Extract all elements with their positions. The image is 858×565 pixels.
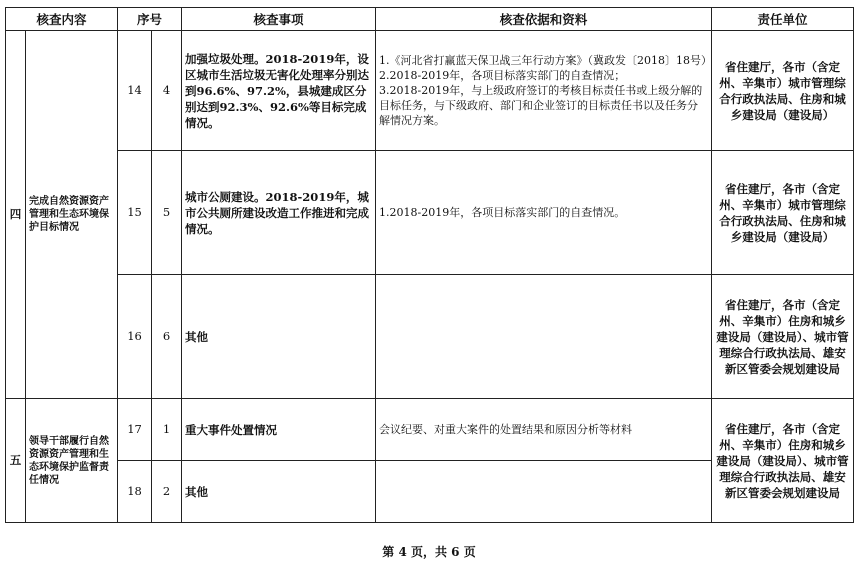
check-item: 重大事件处置情况: [182, 399, 376, 461]
header-unit: 责任单位: [712, 8, 854, 31]
sub-seq: 5: [152, 151, 182, 275]
section-title: 领导干部履行自然资源资产管理和生态环境保护监督责任情况: [26, 399, 118, 523]
global-seq: 15: [118, 151, 152, 275]
responsible-unit: 省住建厅，各市（含定州、辛集市）住房和城乡建设局（建设局）、城市管理综合行政执法局、雄安新区管委会规划建设局: [712, 275, 854, 399]
table-row: [6, 399, 854, 461]
sub-seq: 1: [152, 399, 182, 461]
sub-seq: 6: [152, 275, 182, 399]
global-seq: 17: [118, 399, 152, 461]
basis-line: 1.2018-2019年，各项目标落实部门的自查情况。: [379, 206, 626, 219]
table-row: [6, 31, 854, 151]
check-item: 加强垃圾处理。2018-2019年，设区城市生活垃圾无害化处理率分别达到96.6%、97.2%，县城建成区分别达到92.3%、92.6%等目标完成情况。: [182, 31, 376, 151]
inspection-table: [5, 7, 854, 523]
check-item: 城市公厕建设。2018-2019年，城市公共厕所建设改造工作推进和完成情况。: [182, 151, 376, 275]
check-item: 其他: [182, 461, 376, 523]
table-row: [6, 151, 854, 275]
global-seq: 18: [118, 461, 152, 523]
header-seq: 序号: [118, 8, 182, 31]
responsible-unit: 省住建厅，各市（含定州、辛集市）城市管理综合行政执法局、住房和城乡建设局（建设局）: [712, 31, 854, 151]
section-number: 四: [6, 31, 26, 399]
basis-cell: [376, 31, 712, 151]
header-basis: 核查依据和资料: [376, 8, 712, 31]
responsible-unit: 省住建厅，各市（含定州、辛集市）住房和城乡建设局（建设局）、城市管理综合行政执法局、雄安新区管委会规划建设局: [712, 399, 854, 523]
basis-cell: [376, 399, 712, 461]
header-item: 核查事项: [182, 8, 376, 31]
check-item: 其他: [182, 275, 376, 399]
sub-seq: 2: [152, 461, 182, 523]
responsible-unit: 省住建厅，各市（含定州、辛集市）城市管理综合行政执法局、住房和城乡建设局（建设局）: [712, 151, 854, 275]
header-content: 核查内容: [6, 8, 118, 31]
sub-seq: 4: [152, 31, 182, 151]
basis-cell: [376, 461, 712, 523]
page-footer: 第 4 页，共 6 页: [382, 545, 476, 559]
basis-line: 2.2018-2019年，各项目标落实部门的自查情况；: [379, 69, 626, 82]
section-title: 完成自然资源资产管理和生态环境保护目标情况: [26, 31, 118, 399]
header-row: [6, 8, 854, 31]
basis-cell: [376, 151, 712, 275]
section-number: 五: [6, 399, 26, 523]
basis-line: 1.《河北省打赢蓝天保卫战三年行动方案》（冀政发〔2018〕18号）: [379, 54, 713, 67]
global-seq: 16: [118, 275, 152, 399]
basis-cell: [376, 275, 712, 399]
basis-line: 会议纪要、对重大案件的处置结果和原因分析等材料: [379, 423, 633, 436]
table-row: [6, 275, 854, 399]
global-seq: 14: [118, 31, 152, 151]
basis-line: 3.2018-2019年，与上级政府签订的考核目标责任书或上级分解的目标任务，与下级政府、部门和企业签订的目标责任书以及任务分解情况方案。: [379, 84, 703, 127]
